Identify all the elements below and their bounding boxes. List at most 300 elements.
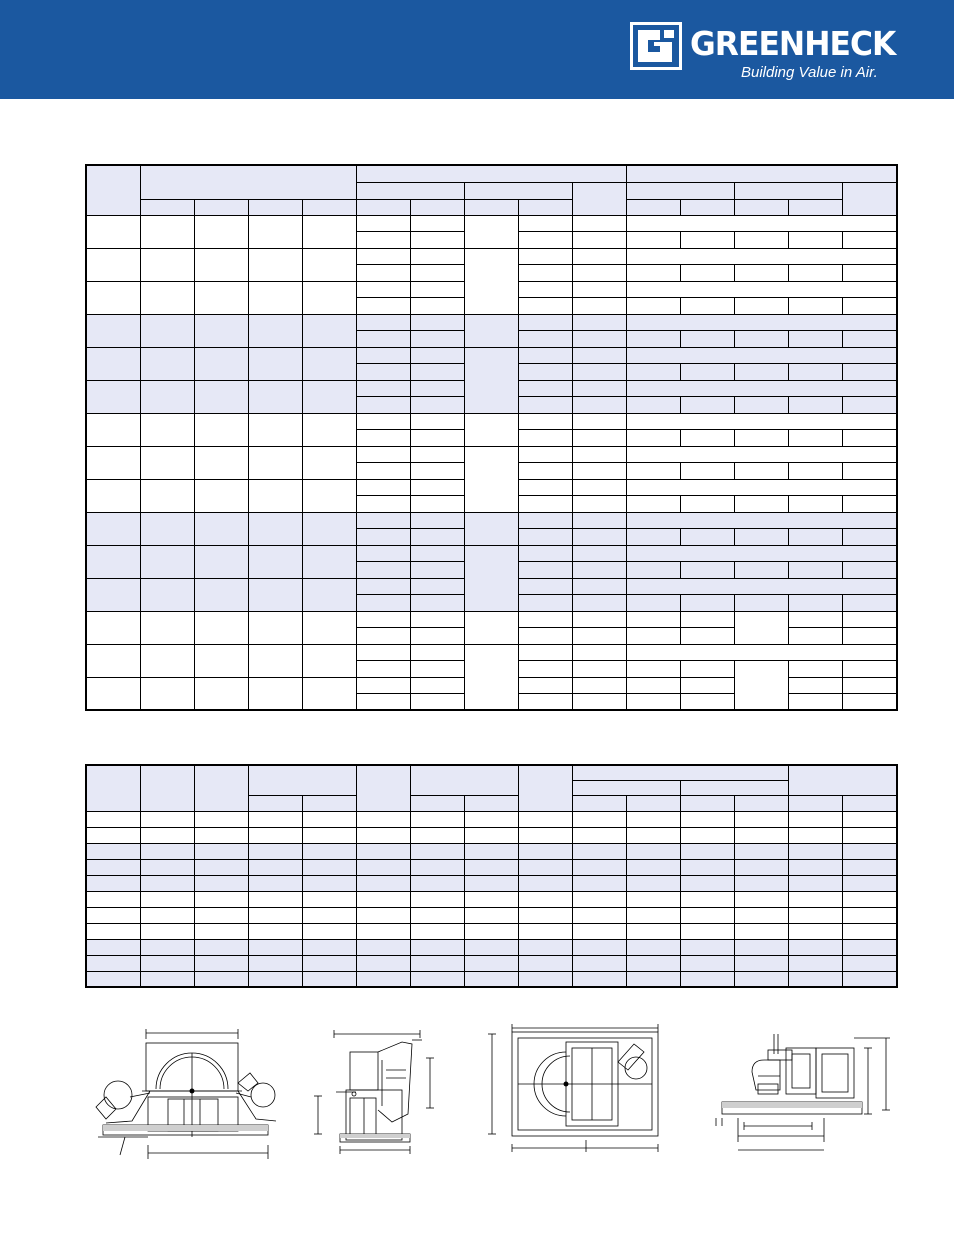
table-cell: [302, 907, 356, 923]
table-cell: [194, 644, 248, 677]
table-cell: [464, 248, 518, 314]
table-cell: [302, 479, 356, 512]
table-cell: [194, 215, 248, 248]
table-cell: [842, 331, 897, 348]
table-cell: [140, 215, 194, 248]
table-cell: [572, 907, 626, 923]
table-cell: [464, 907, 518, 923]
table-cell: [410, 281, 464, 298]
table-cell: [788, 397, 842, 414]
table-cell: [842, 891, 897, 907]
table-cell: [626, 811, 680, 827]
table-cell: [518, 446, 572, 463]
table-cell: [194, 859, 248, 875]
table-cell: [410, 232, 464, 249]
table-cell: [86, 677, 140, 710]
table-cell: [140, 677, 194, 710]
table-cell: [140, 939, 194, 955]
table-cell: [86, 644, 140, 677]
table-cell: [410, 496, 464, 513]
table-cell: [680, 496, 734, 513]
table-cell: [842, 430, 897, 447]
table-cell: [572, 347, 626, 364]
table-cell: [842, 463, 897, 480]
table-cell: [572, 677, 626, 694]
table-cell: [140, 413, 194, 446]
table-cell: [410, 397, 464, 414]
table-cell: [410, 677, 464, 694]
table-cell: [788, 907, 842, 923]
table-cell: [302, 446, 356, 479]
table-cell: [680, 298, 734, 315]
table-cell: [464, 512, 518, 545]
table-cell: [464, 314, 518, 347]
table-cell: [626, 971, 680, 987]
table-cell: [680, 780, 788, 795]
table-cell: [194, 446, 248, 479]
table-cell: [140, 827, 194, 843]
table-cell: [86, 578, 140, 611]
greenheck-logo: [630, 22, 900, 84]
table-cell: [842, 907, 897, 923]
table-cell: [518, 265, 572, 282]
table-cell: [140, 971, 194, 987]
table-cell: [410, 628, 464, 645]
table-cell: [734, 907, 788, 923]
table-cell: [86, 248, 140, 281]
table-cell: [248, 479, 302, 512]
table-cell: [194, 677, 248, 710]
table-cell: [734, 661, 788, 711]
table-cell: [842, 827, 897, 843]
table-cell: [734, 364, 788, 381]
table-cell: [734, 611, 788, 644]
table-cell: [572, 611, 626, 628]
table-cell: [518, 661, 572, 678]
table-cell: [572, 512, 626, 529]
table-row: [86, 347, 897, 364]
table-cell: [356, 891, 410, 907]
table-cell: [626, 446, 897, 463]
header-cell: [302, 199, 356, 215]
table-cell: [626, 512, 897, 529]
table-cell: [194, 413, 248, 446]
table-cell: [518, 907, 572, 923]
table-cell: [788, 694, 842, 711]
table-cell: [842, 694, 897, 711]
table-cell: [518, 529, 572, 546]
table-cell: [680, 811, 734, 827]
table-cell: [572, 562, 626, 579]
table-cell: [518, 677, 572, 694]
side-view-drawing: [312, 1030, 442, 1158]
table-cell: [140, 314, 194, 347]
table-cell: [842, 397, 897, 414]
table-cell: [248, 875, 302, 891]
brand-name: GREENHECK: [690, 24, 896, 63]
table-cell: [788, 827, 842, 843]
table-cell: [248, 677, 302, 710]
table-cell: [734, 496, 788, 513]
table-cell: [680, 265, 734, 282]
table-cell: [356, 496, 410, 513]
table-cell: [788, 628, 842, 645]
table-cell: [518, 215, 572, 232]
table-row: [86, 413, 897, 430]
table-cell: [140, 248, 194, 281]
table-cell: [842, 661, 897, 678]
table-cell: [572, 661, 626, 678]
table-cell: [464, 971, 518, 987]
table-cell: [518, 843, 572, 859]
table-cell: [410, 562, 464, 579]
table-cell: [356, 397, 410, 414]
table-cell: [788, 430, 842, 447]
table-cell: [410, 661, 464, 678]
table-cell: [410, 611, 464, 628]
table-cell: [518, 331, 572, 348]
table-cell: [86, 281, 140, 314]
table-cell: [194, 314, 248, 347]
table-cell: [248, 611, 302, 644]
table-cell: [572, 545, 626, 562]
table-cell: [734, 265, 788, 282]
table-cell: [518, 859, 572, 875]
table-cell: [464, 923, 518, 939]
table-cell: [356, 628, 410, 645]
table-cell: [464, 891, 518, 907]
table-cell: [410, 529, 464, 546]
table-cell: [194, 281, 248, 314]
header-cell: [518, 199, 572, 215]
table-cell: [626, 795, 680, 811]
table-cell: [572, 923, 626, 939]
table-cell: [410, 430, 464, 447]
table-cell: [518, 479, 572, 496]
table-cell: [572, 578, 626, 595]
table-cell: [572, 955, 626, 971]
table-cell: [86, 479, 140, 512]
table-cell: [572, 215, 626, 232]
table-cell: [356, 859, 410, 875]
table-cell: [518, 875, 572, 891]
table-cell: [194, 827, 248, 843]
table-cell: [788, 795, 842, 811]
table-cell: [86, 611, 140, 644]
table-cell: [356, 364, 410, 381]
table-cell: [626, 479, 897, 496]
table-cell: [464, 875, 518, 891]
table-cell: [302, 545, 356, 578]
table-cell: [518, 314, 572, 331]
table-cell: [680, 859, 734, 875]
table-cell: [410, 843, 464, 859]
table-cell: [680, 677, 734, 694]
table-cell: [356, 331, 410, 348]
table-cell: [518, 811, 572, 827]
header-cell: [734, 182, 842, 199]
table-cell: [518, 891, 572, 907]
table-cell: [86, 545, 140, 578]
table-cell: [572, 413, 626, 430]
table-cell: [734, 875, 788, 891]
table-cell: [788, 939, 842, 955]
table-cell: [842, 971, 897, 987]
table-cell: [626, 907, 680, 923]
table-cell: [518, 628, 572, 645]
table-cell: [518, 644, 572, 661]
table-cell: [410, 347, 464, 364]
table-cell: [572, 364, 626, 381]
table-cell: [572, 430, 626, 447]
table-cell: [140, 446, 194, 479]
table-cell: [626, 496, 680, 513]
table-cell: [734, 232, 788, 249]
table-cell: [410, 215, 464, 232]
table-cell: [410, 446, 464, 463]
table-cell: [248, 248, 302, 281]
table-cell: [734, 827, 788, 843]
table-cell: [788, 463, 842, 480]
table-cell: [572, 843, 626, 859]
table-cell: [518, 971, 572, 987]
table-cell: [518, 496, 572, 513]
table-cell: [626, 248, 897, 265]
table-cell: [86, 765, 140, 811]
table-cell: [86, 314, 140, 347]
table-cell: [410, 859, 464, 875]
table-cell: [356, 232, 410, 249]
table-cell: [248, 939, 302, 955]
table-cell: [248, 827, 302, 843]
table-cell: [248, 923, 302, 939]
table-cell: [626, 562, 680, 579]
table-cell: [356, 661, 410, 678]
header-cell: [356, 199, 410, 215]
table-cell: [626, 843, 680, 859]
table-cell: [86, 923, 140, 939]
header-cell: [842, 182, 897, 215]
table-cell: [464, 611, 518, 644]
table-cell: [680, 595, 734, 612]
table-cell: [842, 939, 897, 955]
table-cell: [410, 795, 464, 811]
header-cell: [626, 165, 897, 182]
table-cell: [194, 811, 248, 827]
table-cell: [788, 677, 842, 694]
table-cell: [734, 859, 788, 875]
table-cell: [680, 628, 734, 645]
table-cell: [734, 298, 788, 315]
table-cell: [626, 545, 897, 562]
table-cell: [518, 232, 572, 249]
table-cell: [734, 891, 788, 907]
table-cell: [626, 595, 680, 612]
table-cell: [788, 232, 842, 249]
table-cell: [356, 479, 410, 496]
table-cell: [140, 955, 194, 971]
table-cell: [248, 955, 302, 971]
table-cell: [410, 479, 464, 496]
table-cell: [464, 347, 518, 413]
table-cell: [356, 611, 410, 628]
table-cell: [734, 331, 788, 348]
header-cell: [626, 199, 680, 215]
table-cell: [572, 811, 626, 827]
performance-table: [85, 164, 898, 711]
table-cell: [680, 694, 734, 711]
table-cell: [572, 971, 626, 987]
table-cell: [788, 955, 842, 971]
table-cell: [680, 364, 734, 381]
table-cell: [302, 955, 356, 971]
table-cell: [410, 512, 464, 529]
table-cell: [86, 413, 140, 446]
table-cell: [572, 780, 680, 795]
table-cell: [518, 611, 572, 628]
table-cell: [194, 955, 248, 971]
header-cell: [140, 199, 194, 215]
table-cell: [518, 694, 572, 711]
table-cell: [140, 644, 194, 677]
table-cell: [194, 347, 248, 380]
table-cell: [464, 215, 518, 248]
table-cell: [140, 765, 194, 811]
table-cell: [140, 380, 194, 413]
table-cell: [680, 843, 734, 859]
table-cell: [356, 512, 410, 529]
table-cell: [302, 512, 356, 545]
table-cell: [140, 545, 194, 578]
table-cell: [572, 479, 626, 496]
table-cell: [410, 923, 464, 939]
table-cell: [356, 827, 410, 843]
table-cell: [356, 545, 410, 562]
table-cell: [518, 827, 572, 843]
table-cell: [626, 430, 680, 447]
header-cell: [572, 182, 626, 215]
table-cell: [302, 215, 356, 248]
table-cell: [680, 939, 734, 955]
table-cell: [356, 875, 410, 891]
table-cell: [140, 859, 194, 875]
table-cell: [194, 512, 248, 545]
table-cell: [410, 955, 464, 971]
table-cell: [356, 562, 410, 579]
table-cell: [302, 971, 356, 987]
table-cell: [734, 811, 788, 827]
table-cell: [788, 611, 842, 628]
table-row: [86, 215, 897, 232]
table-cell: [140, 347, 194, 380]
table-cell: [194, 875, 248, 891]
table-cell: [680, 907, 734, 923]
table-cell: [680, 463, 734, 480]
table-cell: [464, 859, 518, 875]
table-cell: [302, 875, 356, 891]
table-cell: [626, 611, 680, 628]
table-cell: [680, 232, 734, 249]
header-cell: [626, 182, 734, 199]
table-cell: [140, 578, 194, 611]
table-cell: [410, 971, 464, 987]
table-cell: [248, 347, 302, 380]
table-cell: [626, 380, 897, 397]
table-cell: [518, 430, 572, 447]
table-cell: [572, 795, 626, 811]
end-view-drawing: [708, 1030, 898, 1158]
table-cell: [194, 939, 248, 955]
table-cell: [788, 923, 842, 939]
table-cell: [248, 215, 302, 248]
table-cell: [302, 795, 356, 811]
table-cell: [572, 939, 626, 955]
table-cell: [680, 430, 734, 447]
table-cell: [518, 595, 572, 612]
header-cell: [788, 199, 842, 215]
table-cell: [842, 298, 897, 315]
table-cell: [86, 907, 140, 923]
table-cell: [248, 971, 302, 987]
table-cell: [572, 380, 626, 397]
table-cell: [572, 298, 626, 315]
table-cell: [86, 971, 140, 987]
table-cell: [626, 281, 897, 298]
table-cell: [842, 811, 897, 827]
table-cell: [788, 859, 842, 875]
table-cell: [572, 891, 626, 907]
table-cell: [626, 265, 680, 282]
table-cell: [788, 265, 842, 282]
table-cell: [788, 595, 842, 612]
table-cell: [356, 413, 410, 430]
table-cell: [518, 463, 572, 480]
header-cell: [356, 182, 464, 199]
table-cell: [356, 314, 410, 331]
table-cell: [140, 479, 194, 512]
table-cell: [86, 347, 140, 380]
table-cell: [518, 955, 572, 971]
table-cell: [734, 529, 788, 546]
table-cell: [86, 380, 140, 413]
table-cell: [464, 811, 518, 827]
table-cell: [518, 248, 572, 265]
header-cell: [140, 165, 356, 199]
table-cell: [410, 298, 464, 315]
table-row: [86, 446, 897, 463]
table-cell: [410, 827, 464, 843]
table-cell: [140, 611, 194, 644]
table-cell: [140, 923, 194, 939]
table-cell: [410, 331, 464, 348]
table-cell: [680, 923, 734, 939]
table-cell: [194, 380, 248, 413]
table-cell: [410, 875, 464, 891]
table-cell: [734, 923, 788, 939]
table-cell: [572, 529, 626, 546]
table-cell: [680, 827, 734, 843]
table-cell: [626, 529, 680, 546]
table-row: [86, 859, 897, 875]
table-cell: [626, 891, 680, 907]
table-cell: [464, 545, 518, 611]
table-cell: [410, 545, 464, 562]
table-cell: [680, 331, 734, 348]
table-cell: [626, 298, 680, 315]
table-cell: [842, 595, 897, 612]
table-cell: [572, 314, 626, 331]
table-cell: [86, 512, 140, 545]
